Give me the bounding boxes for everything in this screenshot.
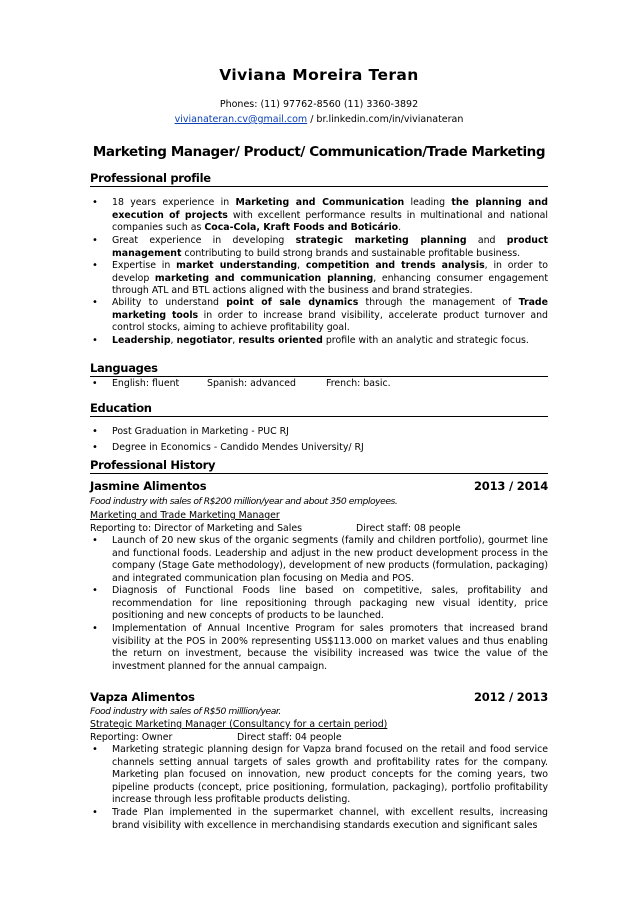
company-description: Food industry with sales of R$50 milllion/year. <box>90 706 281 717</box>
job-bullet: • Launch of 20 new skus of the organic segments (family and children portfolio), gourmet line and functional foods. Leadership and adjust in the new product development process in the company (Stage Gate methodology), development of new products (formulation, packaging) and integrated communication plan focusing on Media and POS. <box>90 535 548 585</box>
reporting-to: Reporting to: Director of Marketing and Sales <box>90 523 303 534</box>
profile-item: • Great experience in developing strategic marketing planning and product management contributing to build strong brands and sustainable profitable business. <box>90 235 548 260</box>
direct-staff: Direct staff: 08 people <box>356 523 461 534</box>
education-item: • Post Graduation in Marketing - PUC RJ <box>90 426 548 439</box>
profile-list <box>90 197 548 348</box>
profile-item: • Ability to understand point of sale dynamics through the management of Trade marketing tools in order to increase brand visibility, accelerate product turnover and control stocks, aiming to achieve profitability goal. <box>90 297 548 335</box>
email-link[interactable]: vivianateran.cv@gmail.com <box>174 114 308 125</box>
job-bullet: • Marketing strategic planning design for Vapza brand focused on the retail and food service channels setting annual targets of sales growth and profitability rates for the company. Marketing plan focused on innovation, new product concepts for the coming years, two pipeline products (concept, price positioning, formulation, packaging), portfolio profitability increase through less profitable products delisting. <box>90 744 548 807</box>
professional-headline: Marketing Manager/ Product/ Communication/Trade Marketing <box>92 144 546 160</box>
job-bullets <box>90 744 548 832</box>
profile-item: • Expertise in market understanding, competition and trends analysis, in order to develop marketing and communication planning, enhancing consumer engagement through ATL and BTL actions aligned with the business and brand strategies. <box>90 260 548 297</box>
job-role: Marketing and Trade Marketing Manager <box>90 510 280 521</box>
direct-staff: Direct staff: 04 people <box>237 732 342 743</box>
job-role: Strategic Marketing Manager (Consultancy for a certain period) <box>90 719 388 730</box>
language-french: French: basic. <box>326 378 391 389</box>
language-spanish: Spanish: advanced <box>207 378 296 389</box>
candidate-name: Viviana Moreira Teran <box>219 66 419 84</box>
linkedin-url: / br.linkedin.com/in/vivianateran <box>307 114 464 125</box>
section-title-history: Professional History <box>90 458 548 474</box>
company-description: Food industry with sales of R$200 million/year and about 350 employees. <box>90 496 398 507</box>
profile-item: • 18 years experience in Marketing and Communication leading the planning and execution of projects with excellent performance results in multinational and national companies such as Coca-Cola, Kraft Foods and Boticário. <box>90 197 548 235</box>
company-jasmine <box>90 479 548 493</box>
company-name: Vapza Alimentos <box>90 690 195 704</box>
reporting-line <box>90 732 548 743</box>
company-years: 2012 / 2013 <box>473 690 548 704</box>
section-title-education: Education <box>90 401 548 417</box>
section-title-profile: Professional profile <box>90 171 548 187</box>
reporting-line <box>90 523 548 534</box>
job-bullet: • Diagnosis of Functional Foods line based on competitive, sales, profitability and recommendation for line repositioning through packaging new visual identity, price positioning and new concepts of products to be launched. <box>90 585 548 623</box>
profile-item: • Leadership, negotiator, results oriented profile with an analytic and strategic focus. <box>90 335 548 348</box>
bullet: • <box>92 378 98 389</box>
education-list <box>90 426 548 454</box>
phone-numbers: Phones: (11) 97762-8560 (11) 3360-3892 <box>219 99 419 110</box>
company-name: Jasmine Alimentos <box>90 479 207 493</box>
education-item: • Degree in Economics - Candido Mendes University/ RJ <box>90 442 548 455</box>
language-english: English: fluent <box>112 378 180 389</box>
job-bullets <box>90 535 548 673</box>
job-bullet: • Trade Plan implemented in the supermarket channel, with excellent results, increasing brand visibility with excellence in merchandising standards execution and significant sales <box>90 807 548 832</box>
company-vapza <box>90 690 548 704</box>
job-bullet: • Implementation of Annual Incentive Program for sales promoters that increased brand visibility at the POS in 200% representing US$113.000 on market values and thus enabling the return on investment, because the visibility increased was twice the value of the investment planned for the annual campaign. <box>90 623 548 673</box>
company-years: 2013 / 2014 <box>473 479 548 493</box>
section-title-languages: Languages <box>90 361 548 377</box>
contact-line <box>0 114 638 125</box>
reporting-to: Reporting: Owner <box>90 732 173 743</box>
